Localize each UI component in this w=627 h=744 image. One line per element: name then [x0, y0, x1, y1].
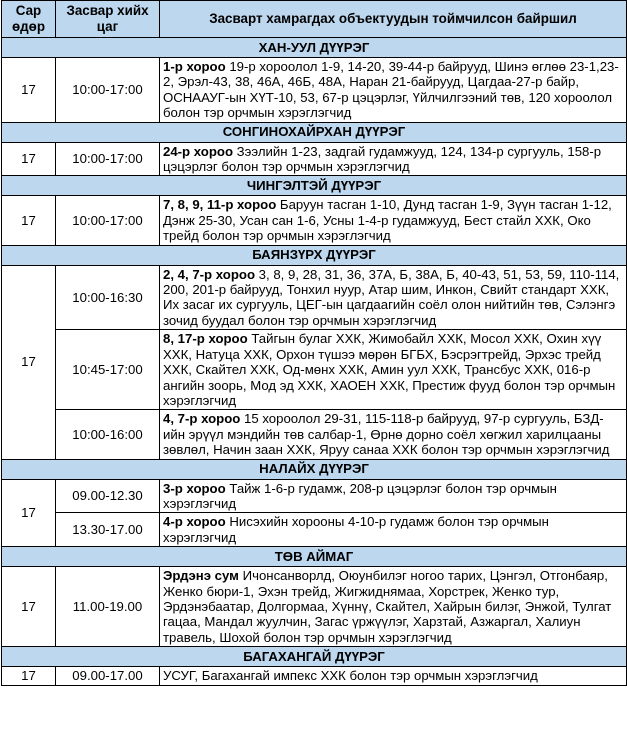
location-cell	[160, 58, 627, 123]
time-cell: 10:45-17:00	[56, 330, 160, 410]
time-cell: 11.00-19.00	[56, 567, 160, 647]
header-row	[2, 1, 627, 38]
location-details: 15 хороолол 29-31, 115-118-р байрууд, 97-р сургууль, БЗД-ийн эрүүл мэндийн төв салбар-1, Өрнө дорно соёл хөгжил харилцааны зөвлөл, Начин заан ХХК, Яруу санаа ХХК болон тэр орчмын хэрэглэгчид	[163, 411, 610, 458]
area-label: Эрдэнэ сум	[163, 568, 239, 584]
table-row	[2, 58, 627, 123]
location-details: Тайж 1-6-р гудамж, 208-р цэцэрлэг болон тэр орчмын хэрэглэгчид	[163, 480, 557, 511]
location-details: Нисэхийн хорооны 4-10-р гудамж болон тэр орчмын хэрэглэгчид	[163, 514, 549, 545]
time-cell: 09.00-12.30	[56, 479, 160, 513]
district-title: ТӨВ АЙМАГ	[2, 547, 627, 567]
district-title: БАГАХАНГАЙ ДҮҮРЭГ	[2, 647, 627, 667]
area-label: 1-р хороо	[163, 59, 226, 74]
location-details: Баруун тасган 1-10, Дунд тасган 1-9, Зүүн тасган 1-12, Дэнж 25-30, Усан сан 1-6, Усны 1-4-р гудамжууд, Бест стайл ХХК, Око трейд болон тэр орчмын хэрэглэгчид	[163, 197, 612, 244]
location-cell	[160, 667, 627, 685]
district-header-row	[2, 459, 627, 479]
time-cell: 09.00-17.00	[56, 667, 160, 685]
location-cell	[160, 265, 627, 330]
table-row	[2, 265, 627, 330]
district-title: НАЛАЙХ ДҮҮРЭГ	[2, 459, 627, 479]
table-row	[2, 567, 627, 647]
time-cell: 13.30-17.00	[56, 513, 160, 547]
area-label: 24-р хороо	[163, 143, 234, 159]
location-details: 19-р хороолол 1-9, 14-20, 39-44-р байрууд, Шинэ өглөө 23-1,23-2, Эрэл-43, 38, 46А, 46Б, 48А, Наран 21-байрууд, Цагдаа-27-р байр, ОСНААУГ-ын ХҮТ-10, 53, 67-р цэцэрлэг, Үйлчилгээний төв, 120 хороолол болон тэр орчмын хэрэглэгчид	[163, 59, 619, 121]
area-label: 3-р хороо	[163, 480, 226, 496]
district-header-row	[2, 647, 627, 667]
area-label: 4, 7-р хороо	[163, 411, 241, 427]
location-cell	[160, 410, 627, 459]
location-details: Зээлийн 1-23, задгай гудамжууд, 124, 134-р сургууль, 158-р цэцэрлэг болон тэр орчмын хэрэглэгчид	[163, 143, 602, 175]
location-cell	[160, 567, 627, 647]
time-cell: 10:00-16:30	[56, 265, 160, 330]
district-title: БАЯНЗҮРХ ДҮҮРЭГ	[2, 245, 627, 265]
district-header-row	[2, 245, 627, 265]
day-cell: 17	[2, 667, 56, 685]
outage-schedule-table	[1, 0, 627, 686]
table-body	[2, 38, 627, 686]
district-title: ЧИНГЭЛТЭЙ ДҮҮРЭГ	[2, 176, 627, 196]
day-cell: 17	[2, 567, 56, 647]
time-cell: 10:00-17:00	[56, 142, 160, 176]
day-cell: 17	[2, 142, 56, 176]
day-cell: 17	[2, 196, 56, 245]
table-row	[2, 667, 627, 685]
district-header-row	[2, 38, 627, 58]
table-row	[2, 410, 627, 459]
district-title: ХАН-УУЛ ДҮҮРЭГ	[2, 38, 627, 58]
area-label: 2, 4, 7-р хороо	[163, 266, 255, 282]
table-row	[2, 479, 627, 513]
day-cell: 17	[2, 479, 56, 547]
table-row	[2, 330, 627, 410]
time-cell: 10:00-17:00	[56, 58, 160, 123]
district-header-row	[2, 176, 627, 196]
table-row	[2, 196, 627, 245]
location-cell	[160, 513, 627, 547]
district-header-row	[2, 122, 627, 142]
area-label: 7, 8, 9, 11-р хороо	[163, 197, 277, 213]
location-details: 3, 8, 9, 28, 31, 36, 37А, Б, 38А, Б, 40-43, 51, 53, 59, 110-114, 200, 201-р байрууд, Тонхил нуур, Атар шим, Инкон, Свийт стандарт ХХК, Их засаг их сургууль, ЦЕГ-ын цагдаагийн соёл олон нийтийн төв, Сэлэнгэ зочид буудал болон тэр орчмын хэрэглэгчид	[163, 266, 620, 328]
day-cell: 17	[2, 265, 56, 459]
location-cell	[160, 330, 627, 410]
district-header-row	[2, 547, 627, 567]
time-cell: 10:00-17:00	[56, 196, 160, 245]
day-cell: 17	[2, 58, 56, 123]
location-details: УСУГ, Багахангай импекс ХХК болон тэр орчмын хэрэглэгчид	[163, 668, 538, 684]
location-details: Тайгын булаг ХХК, Жимобайл ХХК, Мосол ХХК, Охин хүү ХХК, Натуца ХХК, Орхон түшээ мөрөн БГБХ, Бэсрэгтрейд, Эрхэс трейд ХХК, Скайтел ХХК, Од-мөнх ХХК, Амин уул ХХК, Трансбус ХХК, 016-р ангийн зоорь, Мод эд ХХК, ХАОЕН ХХК, Престиж фууд болон тэр орчмын хэрэглэгчид	[163, 331, 616, 408]
district-title: СОНГИНОХАЙРХАН ДҮҮРЭГ	[2, 122, 627, 142]
location-cell	[160, 196, 627, 245]
location-details: Ичонсанворлд, Оюунбилэг ногоо тарих, Цэнгэл, Отгонбаяр, Женко бюри-1, Эхэн трейд, Жигжиднямаа, Хорстрек, Женко тур, Эрдэнэбаатар, Долгормаа, Хүннү, Скайтел, Хайрын билэг, Энжой, Тулгат гацаа, Мандал жуулчин, Загас үржүүлэг, Харзтай, Азжаргал, Халиун травель, Шохой болон тэр орчмын хэрэглэгчид	[163, 568, 612, 645]
header-day: Сар өдөр	[2, 1, 56, 38]
time-cell: 10:00-16:00	[56, 410, 160, 459]
area-label: 4-р хороо	[163, 514, 226, 530]
header-time: Засвар хийх цаг	[56, 1, 160, 38]
header-location: Засварт хамрагдах объектуудын тоймчилсон байршил	[160, 1, 627, 38]
location-cell	[160, 479, 627, 513]
table-row	[2, 513, 627, 547]
area-label: 8, 17-р хороо	[163, 331, 248, 347]
location-cell	[160, 142, 627, 176]
table-row	[2, 142, 627, 176]
